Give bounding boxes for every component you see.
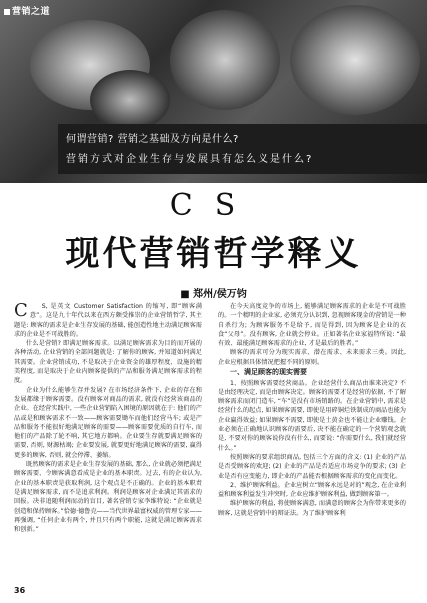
article-title: 现代营销哲学释义 (65, 234, 362, 274)
paragraph: 1、按照顾客需要经营商品。企业经营什么商品由谁来决定? 不是由经理决定, 而是由顾客决定。顾客的需要才是经营的依据, 不了解顾客需求而闭门造车, “车”是没有市场销路的。在企业营销中, 需求是经营什么的起点, 如果顾客需要, 即使是用碎铜烂铁制成的商品也能为企业赢得效益; 如果顾客不需要, 即使是土黄金也不能让企业赚钱。企业必须在正确地认识顾客的需要后, 决不能在确定的一个营销观念就是, 不要对你的顾客说你没有什么, 而要说: “你需要什么, 我们就经营什么。” (218, 379, 406, 452)
cs-title: CS (169, 188, 258, 223)
paragraph: 按照顾客的要求组织商品, 包括三个方面的含义: (1) 企业的产品是否受顾客的欢迎; (2) 企业的产品是否适应市场竞争的要求; (3) 企业是否有应变能力, 即企业的产品能否根据顾客需求的变化而变化。 (218, 453, 406, 480)
paragraph-text: S, 是英文 Customer Satisfaction 的缩写, 即“顾客满意”。这是九十年代以来在西方颇受推崇的企业营销哲学, 其主题是: 顾客的需求是企业生存发展的基础, 能创造性地主动满足顾客需求的企业是不可战胜的。 (14, 303, 202, 338)
paragraph: 维护顾客的利益, 将使顾客满意, 而满意的顾客会为你带来更多的顾客, 这就是营销中的辩证法。为了维护顾客利 (218, 500, 406, 517)
banner-question-1: 何谓营销? 营销之基础及方向是什么? (66, 134, 239, 145)
byline: ■ 郑州/侯万钧 (180, 289, 247, 300)
photo-highlight (290, 5, 420, 115)
left-column (14, 302, 202, 534)
photo-highlight (90, 70, 170, 130)
page-number: 36 (14, 586, 26, 595)
photo-highlight (170, 10, 280, 110)
right-column (218, 302, 406, 518)
paragraph: 在今天高度竞争的市场上, 能够满足顾客需求的企业是不可战胜的。一个精明的企业家, 必须充分认识到, 忽视顾客现金的营销是一种自杀行为; 为顾客服务不是给予, 而是得到, 因为顾客是企业的衣食“父母”。没有顾客, 企业就会停业。正如著名企业家福特所说: “最有效、最能满足顾客需求的企业, 才是最后的胜者。” (218, 303, 406, 348)
paragraph: 既然顾客的需求是企业生存发展的基础, 那么, 企业就必须把满足顾客需要、令顾客满意看成是企业的基本职责。过去, 有的企业认为, 企业的基本职责是获取利润, 这个观点是不正确的。企业的基本职责是满足顾客需求, 而不是追求利润。利润是顾客对企业满足其需求的回报。决非追随利润而动的盲目, 著名营销专家李维特说: “企业就是创造和保持顾客。”恰德·德鲁克——当代世界最富权威的管理专家——再强调, “任何企业有两个, 并且只有两个职能, 这就是满足顾客需求和创新。” (14, 461, 202, 534)
paragraph: 什么是营销? 即满足顾客需求。以满足顾客需求为目的而开展的各种活动, 企业营销的全部问题就是: 了解你的顾客, 并知道如何满足其需要。企业营销成功, 不是取决于企业资金的雄厚程度、设施的精美程度, 而是取决于企业内顾客提供的产品和服务满足顾客需求的程度。 (14, 340, 202, 385)
paragraph: 顾客的需求可分为现实需求、潜在需求、未来需求三类。因此, 企业应根据具体情况把握不同的原则。 (218, 349, 406, 366)
paragraph: 企业为什么能够生存并发展? 在市场经济条件下, 企业的存在和发展都缘于顾客需要。没有顾客对商品的需求, 就没有经营该商品的企业。在经营实践中, 一些企业营销陷入困境的原因就在于: 他们的产品或是和顾客需求不一致——顾客需要锄车而他们经营马车; 或是产品和服务不能很好地满足顾客的需要——顾客需要优质的自行车, 而他们的产品除了轮不响, 其它地方都响。企业要生存就要满足顾客的需要, 否则, 财源枯竭; 企业要发展, 就要更好地满足顾客的需要, 赢得更多的顾客, 否则, 就会停滞、萎缩。 (14, 386, 202, 459)
paragraph (14, 302, 202, 339)
dropcap: C (14, 300, 28, 321)
banner-question-2: 营销方式对企业生存与发展具有怎么义是什么? (66, 154, 314, 165)
section-heading: 一、满足顾客的现实需要 (230, 368, 307, 377)
section-tag: 营销之道 (4, 4, 50, 17)
paragraph: 2、维护顾客利益。企业应树立“顾客永远是对的”观念, 在企业利益和顾客利益发生冲突时, 企业应维护顾客利益, 做到顾客第一。 (218, 481, 406, 499)
